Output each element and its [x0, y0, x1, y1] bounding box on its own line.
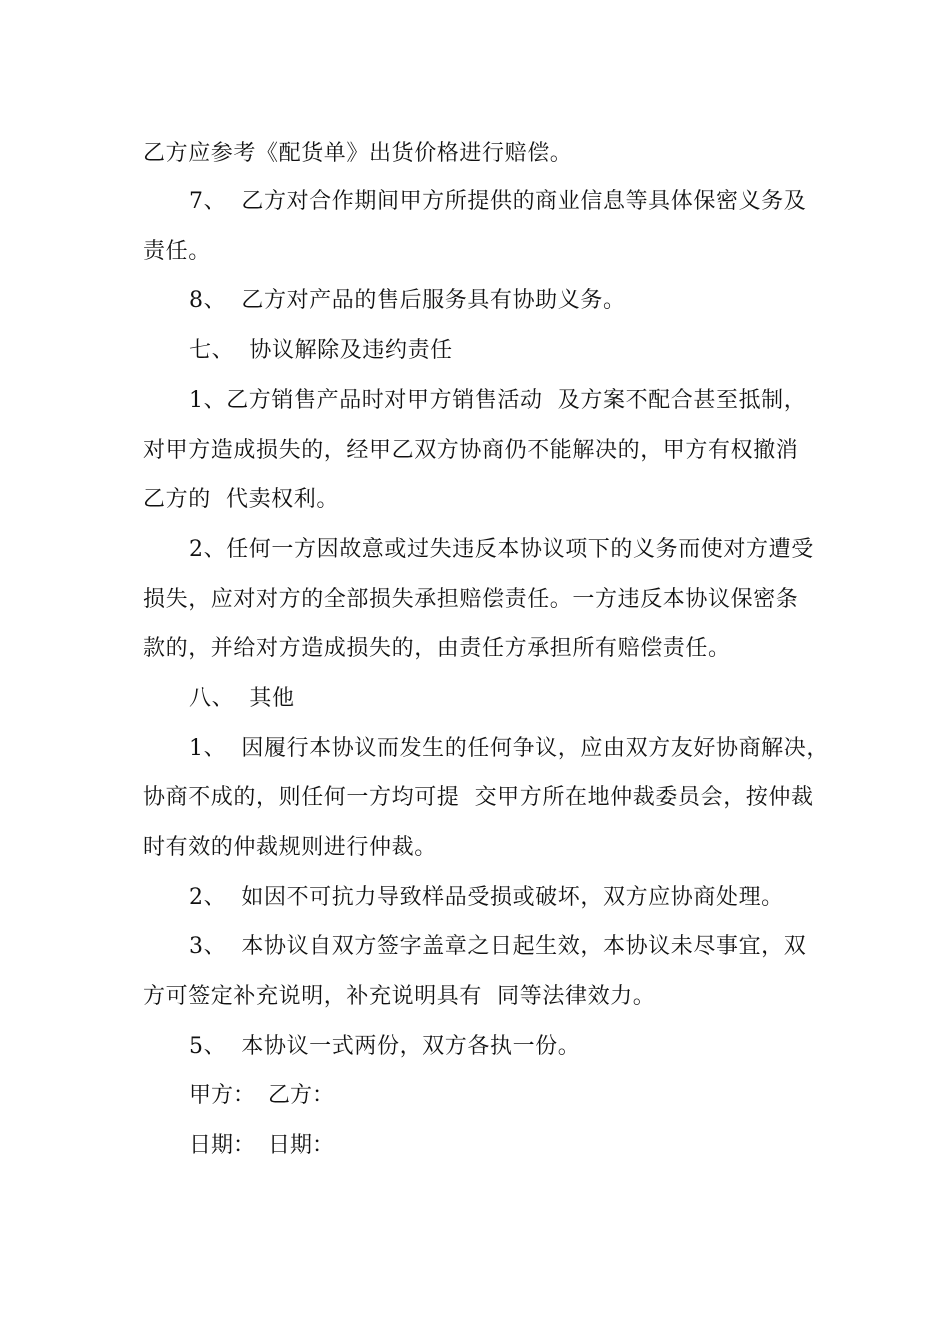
text-line: 1、乙方销售产品时对甲方销售活动 及方案不配合甚至抵制， [189, 388, 807, 413]
text-line: 3、 本协议自双方签字盖章之日起生效，本协议未尽事宜，双 [189, 934, 807, 959]
text-line: 对甲方造成损失的，经甲乙双方协商仍不能解决的，甲方有权撤消 [143, 438, 799, 463]
text-line: 7、 乙方对合作期间甲方所提供的商业信息等具体保密义务及 [189, 189, 807, 214]
section-heading: 八、 其他 [189, 686, 295, 711]
date-a-label: 日期： [189, 1133, 256, 1158]
text-line: 方可签定补充说明，补充说明具有 同等法律效力。 [143, 984, 656, 1009]
text-line: 2、 如因不可抗力导致样品受损或破坏，双方应协商处理。 [189, 885, 784, 910]
text-line: 款的，并给对方造成损失的，由责任方承担所有赔偿责任。 [143, 636, 731, 661]
date-b-label: 日期： [268, 1133, 335, 1158]
text-line: 5、 本协议一式两份，双方各执一份。 [189, 1034, 581, 1059]
party-b-label: 乙方： [268, 1083, 335, 1108]
section-heading: 七、 协议解除及违约责任 [189, 338, 453, 363]
text-line: 乙方的 代卖权利。 [143, 487, 339, 512]
text-line: 2、任何一方因故意或过失违反本协议项下的义务而使对方遭受 [189, 537, 814, 562]
party-a-label: 甲方： [189, 1083, 256, 1108]
text-line: 责任。 [143, 239, 211, 264]
text-line: 时有效的仲裁规则进行仲裁。 [143, 835, 437, 860]
text-line: 协商不成的，则任何一方均可提 交甲方所在地仲裁委员会，按仲裁 [143, 785, 814, 810]
text-line: 乙方应参考《配货单》出货价格进行赔偿。 [143, 141, 573, 166]
text-line: 1、 因履行本协议而发生的任何争议，应由双方友好协商解决， [189, 736, 829, 761]
text-line: 8、 乙方对产品的售后服务具有协助义务。 [189, 288, 626, 313]
text-line: 损失，应对对方的全部损失承担赔偿责任。一方违反本协议保密条 [143, 587, 799, 612]
